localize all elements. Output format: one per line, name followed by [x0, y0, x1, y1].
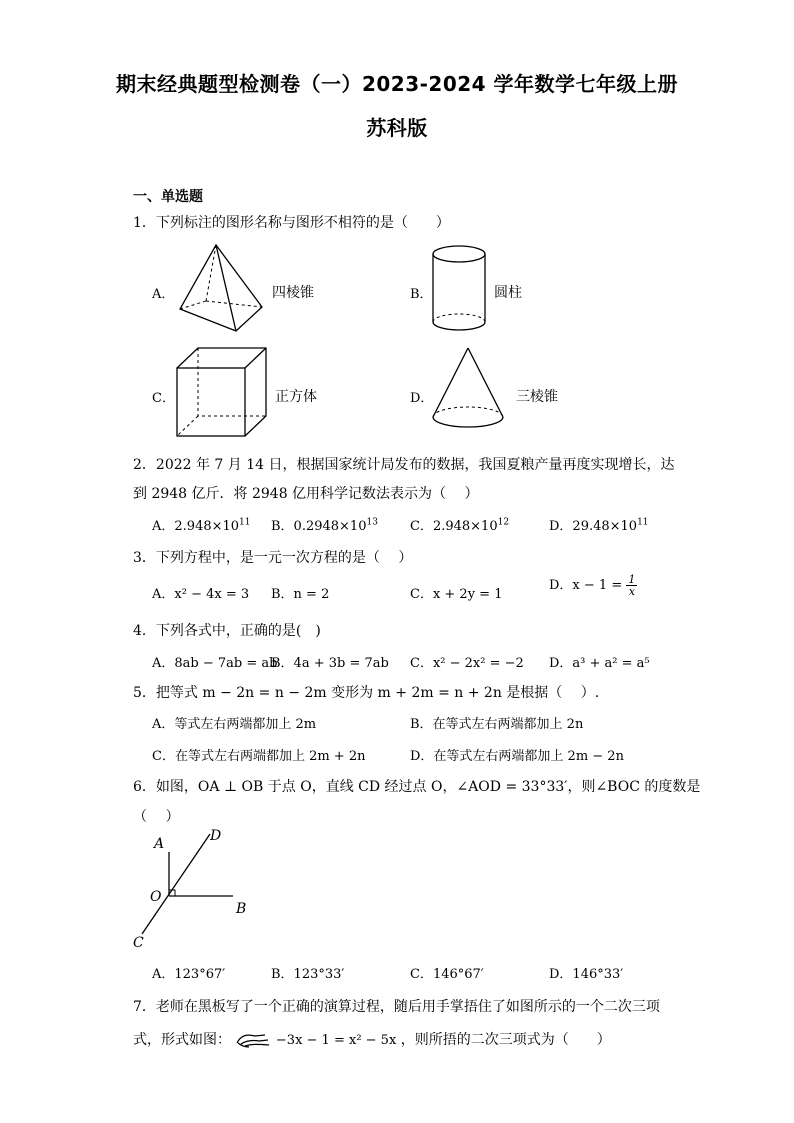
q2-option-a: A．$2.948\times 10^{11}$	[152, 517, 251, 534]
q5-option-b: B．在等式左右两端都加上 2n	[410, 717, 584, 732]
section-heading: 一、单选题	[133, 189, 203, 205]
point-c-label: C	[133, 935, 144, 951]
q4-option-a: A．8ab − 7ab = ab	[152, 656, 278, 671]
q4-stem: 4．下列各式中，正确的是( )	[133, 623, 321, 639]
q5-option-d: D．在等式左右两端都加上 2m − 2n	[410, 749, 624, 764]
q3-option-a: A．x² − 4x = 3	[152, 587, 250, 602]
q1-option-a-letter: A．	[152, 287, 175, 302]
q4-option-d: D．a³ + a² = a⁵	[549, 656, 650, 671]
q1-option-b-name: 圆柱	[494, 285, 522, 301]
q2-line2: 到 2948 亿斤．将 2948 亿用科学记数法表示为（ ）	[133, 486, 479, 502]
q1-option-d-name: 三棱锥	[516, 389, 558, 405]
q1-option-c-letter: C．	[152, 391, 175, 406]
q3-option-b: B．n = 2	[271, 587, 330, 602]
cube-figure	[176, 346, 270, 440]
q6-line2: （ ）	[133, 809, 180, 825]
q4-option-c: C．x² − 2x² = −2	[410, 656, 524, 671]
q7-line1: 7．老师在黑板写了一个正确的演算过程，随后用手掌捂住了如图所示的一个二次三项	[133, 999, 660, 1015]
point-b-label: B	[236, 901, 247, 917]
q4-option-b: B．4a + 3b = 7ab	[271, 656, 389, 671]
q6-option-c: C．146°67′	[410, 967, 484, 982]
page-title: 期末经典题型检测卷（一）2023-2024 学年数学七年级上册	[115, 72, 679, 96]
q6-line1: 6．如图，OA ⊥ OB 于点 O，直线 CD 经过点 O，∠AOD = 33°33′，则∠BOC 的度数是	[133, 779, 701, 795]
q1-option-d-letter: D．	[410, 391, 434, 406]
q6-option-d: D．146°33′	[549, 967, 624, 982]
point-a-label: A	[154, 836, 165, 852]
q2-option-c: C．$2.948\times 10^{12}$	[410, 517, 510, 534]
q3-option-d: D．x − 1 = $\frac{1}{x}$	[549, 573, 636, 598]
angle-diagram	[130, 828, 260, 954]
q3-stem: 3．下列方程中，是一元一次方程的是（ ）	[133, 550, 413, 566]
square-pyramid-figure	[176, 243, 268, 335]
q1-option-b-letter: B．	[410, 287, 433, 302]
q1-stem: 1．下列标注的图形名称与图形不相符的是（ ）	[133, 215, 450, 231]
point-o-label: O	[150, 889, 162, 905]
q5-option-c: C．在等式左右两端都加上 2m + 2n	[152, 749, 366, 764]
q5-option-a: A．等式左右两端都加上 2m	[152, 717, 317, 732]
page-subtitle: 苏科版	[366, 116, 428, 140]
q7-line2: 式，形式如图： −3x − 1 = x² − 5x ，则所捂的二次三项式为（ ）	[133, 1032, 611, 1048]
hand-icon	[235, 1031, 271, 1049]
q1-option-a-name: 四棱锥	[272, 285, 314, 301]
point-d-label: D	[210, 828, 222, 844]
cylinder-figure	[432, 244, 488, 334]
q6-option-b: B．123°33′	[271, 967, 345, 982]
q2-option-d: D．$29.48\times 10^{11}$	[549, 517, 649, 534]
q3-option-c: C．x + 2y = 1	[410, 587, 503, 602]
q2-line1: 2．2022 年 7 月 14 日，根据国家统计局发布的数据，我国夏粮产量再度实现增长，达	[133, 457, 675, 473]
cone-figure	[430, 347, 506, 431]
q2-option-b: B．$0.2948\times 10^{13}$	[271, 517, 378, 534]
q5-stem: 5．把等式 m − 2n = n − 2m 变形为 m + 2m = n + 2n 是根据（ ）.	[133, 685, 600, 701]
q1-option-c-name: 正方体	[275, 389, 317, 405]
q6-option-a: A．123°67′	[152, 967, 226, 982]
